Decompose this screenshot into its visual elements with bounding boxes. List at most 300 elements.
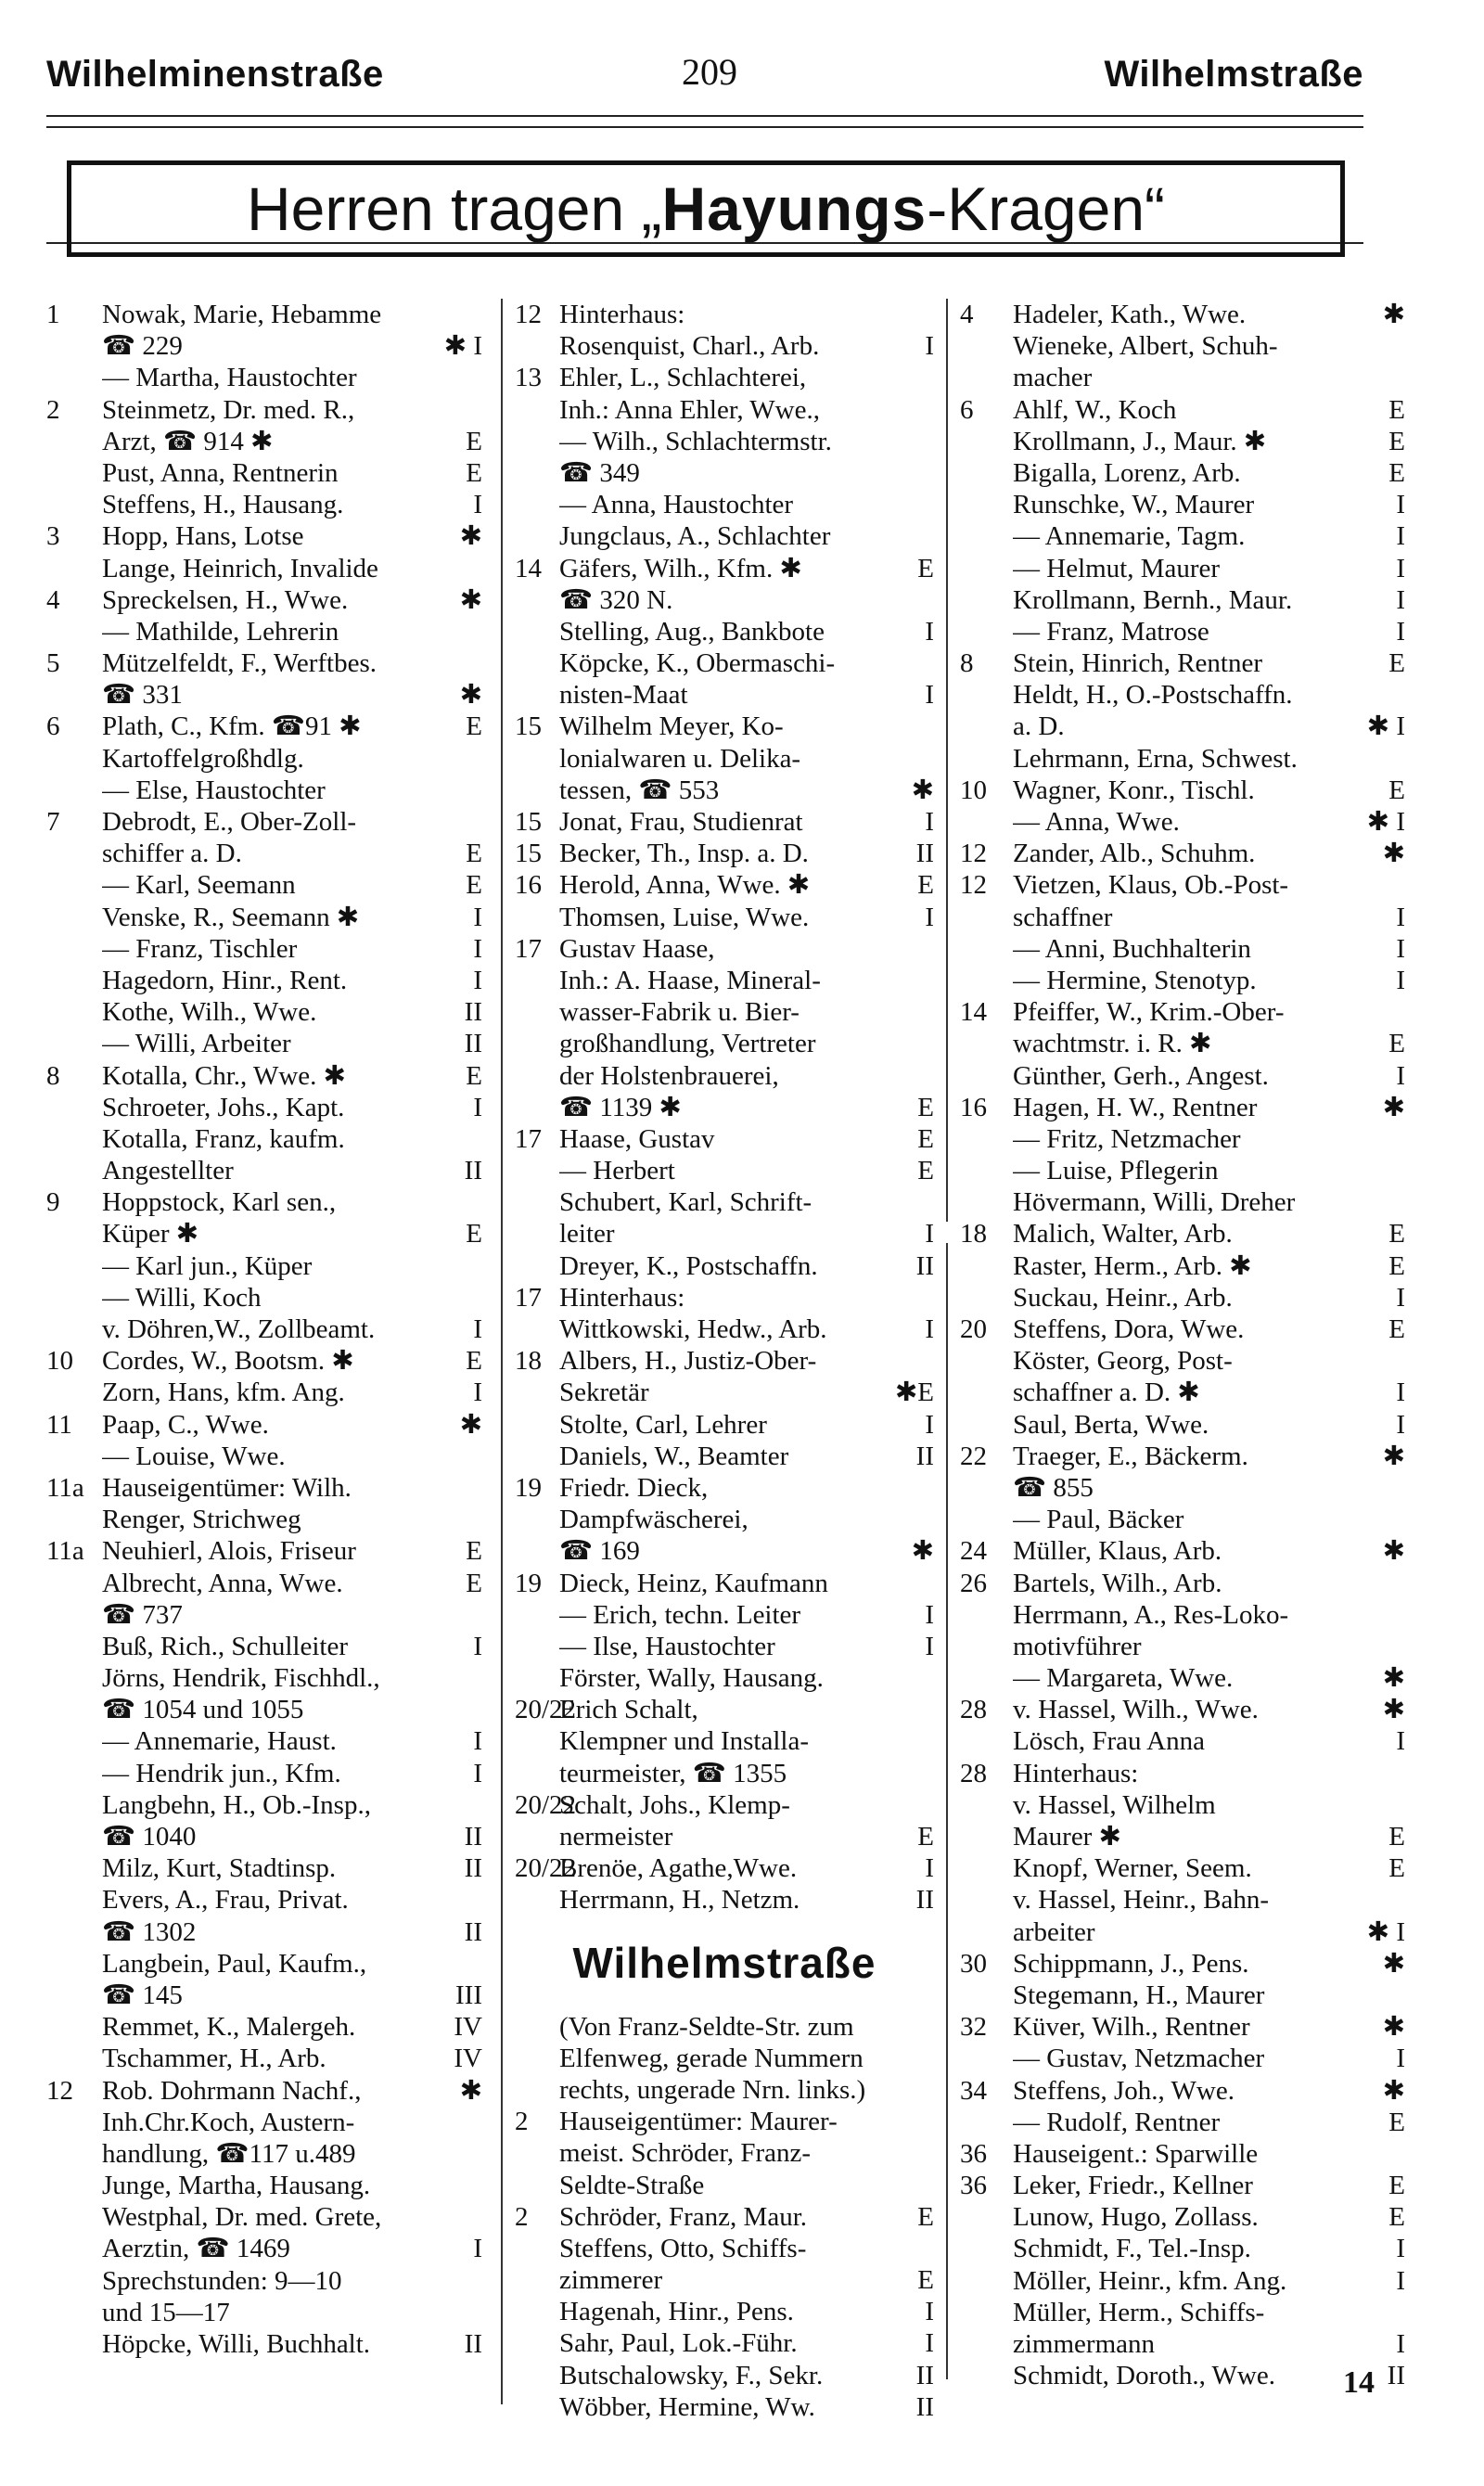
entry-house-number — [515, 1377, 559, 1408]
directory-entry — [46, 2201, 482, 2233]
entry-house-number — [515, 2360, 559, 2391]
directory-entry — [515, 965, 934, 996]
entry-text: Schröder, Franz, Maur. — [559, 2201, 808, 2232]
entry-floor-mark: I — [473, 1092, 482, 1122]
entry-text: Elfenweg, gerade Nummern — [559, 2043, 864, 2073]
entry-house-number: 2 — [515, 2201, 529, 2232]
entry-floor-mark — [1400, 1123, 1405, 1155]
entry-floor-mark: E — [917, 1822, 934, 1852]
entry-text: Gäfers, Wilh., Kfm. ✱ — [559, 553, 802, 583]
entry-floor-mark — [928, 2106, 934, 2137]
entry-house-number — [515, 1821, 559, 1852]
directory-entry — [46, 1631, 482, 1662]
directory-entry — [960, 1155, 1405, 1186]
entry-text: Saul, Berta, Wwe. — [1013, 1409, 1209, 1440]
directory-entry — [46, 426, 482, 457]
entry-floor-mark — [477, 616, 482, 647]
entry-text: — Karl, Seemann — [102, 870, 296, 901]
directory-entry — [46, 1218, 482, 1249]
entry-house-number — [46, 1694, 102, 1725]
entry-text: v. Hassel, Heinr., Bahn- — [1013, 1885, 1269, 1916]
entry-floor-mark: ✱ — [459, 521, 482, 552]
entry-house-number — [960, 711, 1013, 742]
running-head-right: Wilhelmstraße — [1104, 54, 1363, 95]
entry-floor-mark: IV — [454, 2044, 482, 2074]
entry-floor-mark: II — [464, 1156, 482, 1186]
entry-house-number — [46, 1568, 102, 1599]
entry-house-number — [515, 1758, 559, 1789]
entry-floor-mark: ✱ I — [443, 331, 482, 362]
entry-house-number: 28 — [960, 1695, 987, 1725]
directory-entry — [46, 616, 482, 647]
entry-floor-mark — [1400, 1155, 1405, 1186]
entry-house-number — [515, 743, 559, 775]
directory-entry — [960, 1345, 1405, 1377]
entry-text: Remmet, K., Malergeh. — [102, 2012, 356, 2043]
entry-text: Mützelfeldt, F., Werftbes. — [102, 648, 377, 679]
entry-house-number — [515, 1060, 559, 1092]
directory-entry — [960, 1758, 1405, 1789]
directory-entry — [960, 2107, 1405, 2138]
directory-entry — [960, 1852, 1405, 1884]
entry-house-number — [960, 1123, 1013, 1155]
entry-house-number — [46, 965, 102, 996]
entry-house-number — [960, 965, 1013, 996]
entry-floor-mark — [928, 1345, 934, 1377]
entry-house-number — [46, 1852, 102, 1884]
directory-entry — [960, 869, 1405, 901]
directory-entry — [960, 362, 1405, 393]
directory-entry — [515, 1884, 934, 1916]
entry-house-number: 16 — [960, 1092, 987, 1122]
directory-entry — [46, 1662, 482, 1694]
entry-text: ☎ 737 — [102, 1599, 183, 1630]
directory-entry — [515, 1535, 934, 1567]
directory-entry — [46, 1535, 482, 1567]
entry-house-number — [46, 1218, 102, 1249]
entry-text: Köpcke, K., Obermaschi- — [559, 648, 836, 679]
entry-house-number — [46, 489, 102, 520]
entry-text: — Annemarie, Tagm. — [1013, 521, 1246, 552]
entry-floor-mark — [477, 1662, 482, 1694]
entry-floor-mark: I — [1396, 553, 1405, 583]
directory-entry — [515, 1060, 934, 1092]
entry-house-number — [46, 616, 102, 647]
entry-house-number — [960, 1028, 1013, 1059]
directory-entry — [515, 2296, 934, 2327]
entry-floor-mark — [1400, 1472, 1405, 1504]
entry-text: Traeger, E., Bäckerm. — [1013, 1441, 1248, 1471]
entry-house-number — [960, 1662, 1013, 1694]
directory-entry — [46, 1568, 482, 1599]
directory-entry — [46, 838, 482, 869]
entry-floor-mark — [928, 1568, 934, 1599]
entry-floor-mark — [928, 647, 934, 679]
directory-entry — [46, 584, 482, 616]
directory-entry — [46, 647, 482, 679]
entry-house-number — [960, 1155, 1013, 1186]
entry-text: — Anna, Haustochter — [559, 490, 794, 520]
entry-house-number — [515, 1884, 559, 1916]
entry-text: ☎ 169 — [559, 1536, 640, 1567]
entry-house-number: 14 — [960, 997, 987, 1028]
entry-floor-mark: ✱ — [1382, 1663, 1405, 1694]
entry-house-number — [46, 553, 102, 584]
directory-entry — [960, 1218, 1405, 1249]
entry-text: Daniels, W., Beamter — [559, 1441, 789, 1471]
directory-entry — [515, 362, 934, 393]
entry-floor-mark — [928, 1060, 934, 1092]
directory-entry — [515, 2233, 934, 2264]
entry-floor-mark: E — [466, 426, 482, 456]
entry-house-number — [960, 1852, 1013, 1884]
directory-entry — [515, 1250, 934, 1282]
entry-floor-mark: I — [925, 1314, 934, 1344]
entry-house-number — [46, 1662, 102, 1694]
entry-house-number — [46, 1631, 102, 1662]
directory-entry — [46, 1409, 482, 1441]
entry-house-number — [960, 1821, 1013, 1852]
entry-text: Gustav Haase, — [559, 933, 715, 964]
entry-floor-mark: E — [917, 870, 934, 901]
entry-house-number — [515, 1441, 559, 1472]
entry-floor-mark: I — [1396, 521, 1405, 552]
entry-text: v. Hassel, Wilhelm — [1013, 1789, 1216, 1820]
entry-house-number — [46, 2328, 102, 2360]
entry-text: Bigalla, Lorenz, Arb. — [1013, 457, 1241, 488]
entry-floor-mark — [928, 933, 934, 965]
entry-text: Ahlf, W., Koch — [1013, 394, 1177, 425]
directory-entry — [515, 394, 934, 426]
column-left — [46, 299, 482, 2360]
directory-entry — [960, 679, 1405, 711]
entry-text: Dampfwäscherei, — [559, 1505, 748, 1535]
entry-house-number — [515, 2170, 559, 2201]
entry-house-number — [46, 1821, 102, 1852]
entry-house-number — [46, 2170, 102, 2201]
entry-floor-mark: E — [1388, 1029, 1405, 1059]
entry-text: Hadeler, Kath., Wwe. — [1013, 300, 1247, 329]
directory-entry — [960, 1884, 1405, 1916]
entry-house-number — [960, 1884, 1013, 1916]
entry-floor-mark: I — [925, 807, 934, 837]
directory-entry — [515, 330, 934, 362]
entry-floor-mark — [477, 2201, 482, 2233]
entry-house-number: 24 — [960, 1536, 987, 1567]
entry-house-number — [960, 2328, 1013, 2360]
entry-floor-mark: ✱ I — [1366, 1916, 1405, 1947]
entry-floor-mark — [928, 2233, 934, 2264]
entry-floor-mark: I — [925, 2328, 934, 2359]
entry-house-number — [960, 520, 1013, 552]
directory-entry — [515, 2201, 934, 2233]
entry-floor-mark: I — [473, 1758, 482, 1788]
entry-text: Hövermann, Willi, Dreher — [1013, 1187, 1296, 1218]
directory-entry — [960, 1092, 1405, 1123]
entry-house-number — [515, 457, 559, 489]
entry-text: Wagner, Konr., Tischl. — [1013, 775, 1255, 805]
entry-floor-mark: E — [466, 1346, 482, 1377]
entry-house-number — [960, 1789, 1013, 1821]
entry-house-number — [515, 426, 559, 457]
entry-text: wasser-Fabrik u. Bier- — [559, 997, 800, 1028]
entry-text: lonialwaren u. Delika- — [559, 743, 801, 774]
entry-house-number — [960, 2201, 1013, 2233]
column-divider-right-upper — [946, 299, 948, 1222]
directory-entry — [515, 616, 934, 647]
directory-entry — [960, 743, 1405, 775]
entry-house-number — [46, 743, 102, 775]
entry-text: großhandlung, Vertreter — [559, 1029, 816, 1059]
entry-house-number — [960, 679, 1013, 711]
entry-text: Brenöe, Agathe,Wwe. — [559, 1853, 798, 1884]
directory-entry — [515, 2391, 934, 2423]
entry-floor-mark: E — [917, 1156, 934, 1186]
entry-floor-mark — [1400, 330, 1405, 362]
directory-entry — [46, 996, 482, 1028]
directory-entry — [515, 1821, 934, 1852]
entry-floor-mark: I — [473, 965, 482, 995]
entry-floor-mark: ✱ — [459, 584, 482, 615]
directory-entry — [515, 1568, 934, 1599]
entry-floor-mark: I — [1396, 2044, 1405, 2074]
directory-entry — [46, 394, 482, 426]
entry-floor-mark — [928, 362, 934, 393]
directory-entry — [960, 2233, 1405, 2264]
entry-floor-mark: E — [1388, 1822, 1405, 1852]
directory-entry — [960, 1313, 1405, 1345]
entry-text: Stolte, Carl, Lehrer — [559, 1409, 767, 1440]
entry-house-number — [515, 775, 559, 806]
entry-text: Steffens, Joh., Wwe. — [1013, 2075, 1235, 2106]
directory-entry — [960, 2138, 1405, 2170]
entry-floor-mark: I — [473, 1314, 482, 1344]
entry-floor-mark — [1400, 1631, 1405, 1662]
entry-text: zimmermann — [1013, 2329, 1156, 2359]
entry-floor-mark: I — [1396, 902, 1405, 932]
directory-entry — [46, 806, 482, 838]
entry-floor-mark: I — [925, 331, 934, 362]
entry-text: — Hermine, Stenotyp. — [1013, 965, 1257, 995]
entry-floor-mark: ✱ — [1382, 1092, 1405, 1122]
entry-text: Hopp, Hans, Lotse — [102, 521, 304, 552]
middle-entries-bottom — [515, 2011, 934, 2423]
entry-text: — Mathilde, Lehrerin — [102, 616, 339, 647]
entry-floor-mark: I — [1396, 490, 1405, 520]
directory-entry — [960, 775, 1405, 806]
directory-entry — [515, 1758, 934, 1789]
entry-floor-mark: II — [915, 1885, 934, 1916]
directory-entry — [515, 1631, 934, 1662]
entry-house-number — [515, 2043, 559, 2074]
entry-house-number — [46, 1884, 102, 1916]
entry-floor-mark — [1400, 2297, 1405, 2328]
entry-floor-mark: I — [925, 2297, 934, 2327]
entry-text: macher — [1013, 363, 1093, 393]
entry-house-number: 6 — [960, 394, 974, 425]
ad-brand: Hayungs — [661, 174, 928, 243]
directory-entry — [515, 996, 934, 1028]
entry-text: Westphal, Dr. med. Grete, — [102, 2202, 382, 2233]
entry-floor-mark: E — [917, 1092, 934, 1122]
directory-entry — [46, 1345, 482, 1377]
column-middle — [515, 299, 934, 2423]
entry-floor-mark: E — [1388, 775, 1405, 805]
entry-floor-mark — [477, 362, 482, 393]
entry-floor-mark: II — [915, 839, 934, 869]
entry-text: nermeister — [559, 1822, 673, 1852]
directory-entry — [960, 2360, 1405, 2391]
entry-house-number — [515, 584, 559, 616]
entry-house-number — [46, 1948, 102, 1980]
directory-entry — [515, 1725, 934, 1757]
entry-floor-mark: I — [1396, 1726, 1405, 1757]
directory-entry — [515, 489, 934, 520]
entry-house-number: 15 — [515, 807, 542, 837]
entry-house-number: 17 — [515, 1282, 542, 1313]
entry-text: Hagen, H. W., Rentner — [1013, 1092, 1258, 1122]
entry-text: Plath, C., Kfm. ☎91 ✱ — [102, 711, 362, 742]
directory-entry — [960, 1472, 1405, 1504]
entry-text: ☎ 229 — [102, 331, 183, 362]
entry-floor-mark: E — [1388, 1250, 1405, 1281]
entry-house-number — [515, 965, 559, 996]
directory-entry — [515, 1092, 934, 1123]
entry-text: Hoppstock, Karl sen., — [102, 1187, 337, 1218]
entry-house-number — [46, 933, 102, 965]
entry-floor-mark — [1400, 2138, 1405, 2170]
entry-floor-mark — [1400, 1186, 1405, 1218]
entry-house-number — [46, 1758, 102, 1789]
directory-entry — [46, 299, 482, 330]
entry-floor-mark — [928, 489, 934, 520]
directory-entry — [515, 647, 934, 679]
entry-house-number — [515, 1631, 559, 1662]
entry-floor-mark: E — [1388, 426, 1405, 456]
entry-floor-mark: ✱ — [1382, 2075, 1405, 2106]
entry-text: Lange, Heinrich, Invalide — [102, 553, 378, 583]
directory-entry — [46, 775, 482, 806]
entry-floor-mark — [928, 426, 934, 457]
directory-entry — [515, 933, 934, 965]
entry-text: Angestellter — [102, 1156, 234, 1186]
directory-entry — [515, 2327, 934, 2359]
entry-text: — Erich, techn. Leiter — [559, 1599, 801, 1630]
directory-entry — [46, 1884, 482, 1916]
entry-text: Knopf, Werner, Seem. — [1013, 1853, 1252, 1884]
directory-entry — [46, 2233, 482, 2264]
entry-house-number — [515, 902, 559, 933]
entry-text: — Willi, Arbeiter — [102, 1029, 291, 1059]
entry-floor-mark — [1400, 1980, 1405, 2011]
directory-entry — [960, 996, 1405, 1028]
directory-entry — [46, 1694, 482, 1725]
entry-text: Sprechstunden: 9—10 — [102, 2265, 342, 2296]
entry-text: Sekretär — [559, 1378, 649, 1408]
directory-entry — [960, 1568, 1405, 1599]
entry-floor-mark: I — [1396, 616, 1405, 647]
entry-house-number: 8 — [46, 1060, 60, 1091]
entry-floor-mark — [928, 2074, 934, 2106]
entry-house-number — [515, 616, 559, 647]
entry-house-number — [46, 1028, 102, 1059]
entry-floor-mark: I — [925, 902, 934, 932]
entry-floor-mark: E — [1388, 394, 1405, 425]
entry-text: Hagenah, Hinr., Pens. — [559, 2297, 794, 2327]
entry-text: Dreyer, K., Postschaffn. — [559, 1250, 818, 1281]
entry-text: — Louise, Wwe. — [102, 1441, 286, 1471]
entry-house-number: 32 — [960, 2012, 987, 2043]
directory-entry — [46, 2328, 482, 2360]
entry-text: Inh.: A. Haase, Mineral- — [559, 965, 821, 995]
entry-floor-mark: ✱ — [1382, 300, 1405, 329]
entry-text: ☎ 1040 — [102, 1822, 197, 1852]
entry-text: ☎ 349 — [559, 457, 640, 488]
entry-text: Paap, C., Wwe. — [102, 1409, 269, 1440]
entry-floor-mark — [477, 1282, 482, 1313]
entry-text: Haase, Gustav — [559, 1123, 715, 1154]
entry-house-number — [46, 1250, 102, 1282]
directory-entry — [46, 1948, 482, 1980]
entry-floor-mark — [928, 1282, 934, 1313]
directory-entry — [46, 1789, 482, 1821]
entry-house-number — [960, 1504, 1013, 1535]
directory-entry — [960, 965, 1405, 996]
entry-house-number — [515, 394, 559, 426]
entry-house-number — [515, 2327, 559, 2359]
entry-floor-mark: ✱ — [1382, 1536, 1405, 1567]
directory-entry — [515, 1662, 934, 1694]
directory-entry — [960, 1060, 1405, 1092]
entry-floor-mark: ✱ — [1382, 1695, 1405, 1725]
entry-house-number — [960, 1250, 1013, 1282]
directory-entry — [46, 2265, 482, 2297]
entry-house-number: 26 — [960, 1568, 987, 1598]
entry-house-number — [46, 679, 102, 711]
entry-house-number — [960, 1980, 1013, 2011]
entry-house-number — [515, 2391, 559, 2423]
entry-text: v. Döhren,W., Zollbeamt. — [102, 1314, 376, 1344]
entry-floor-mark: ✱ — [459, 2075, 482, 2106]
entry-house-number: 20/22 — [515, 1853, 577, 1884]
directory-entry — [46, 1599, 482, 1631]
entry-house-number — [960, 806, 1013, 838]
entry-house-number: 7 — [46, 807, 60, 837]
directory-entry — [960, 1980, 1405, 2011]
entry-house-number — [960, 933, 1013, 965]
directory-entry — [960, 902, 1405, 933]
entry-house-number — [960, 2233, 1013, 2264]
directory-entry — [46, 457, 482, 489]
directory-entry — [46, 1250, 482, 1282]
entry-text: Stein, Hinrich, Rentner — [1013, 648, 1263, 679]
entry-house-number — [46, 1789, 102, 1821]
entry-house-number — [960, 1725, 1013, 1757]
directory-entry — [515, 1313, 934, 1345]
directory-entry — [46, 1504, 482, 1535]
entry-text: Inh.Chr.Koch, Austern- — [102, 2107, 355, 2137]
entry-text: Küver, Wilh., Rentner — [1013, 2012, 1250, 2043]
entry-floor-mark: I — [1396, 1378, 1405, 1408]
entry-text: Krollmann, Bernh., Maur. — [1013, 584, 1293, 615]
entry-floor-mark: E — [1388, 1853, 1405, 1884]
entry-text: Wöbber, Hermine, Ww. — [559, 2391, 815, 2422]
entry-house-number — [46, 2011, 102, 2043]
entry-house-number — [46, 457, 102, 489]
entry-house-number: 8 — [960, 648, 974, 679]
entry-text: Müller, Herm., Schiffs- — [1013, 2297, 1265, 2327]
entry-house-number — [960, 330, 1013, 362]
